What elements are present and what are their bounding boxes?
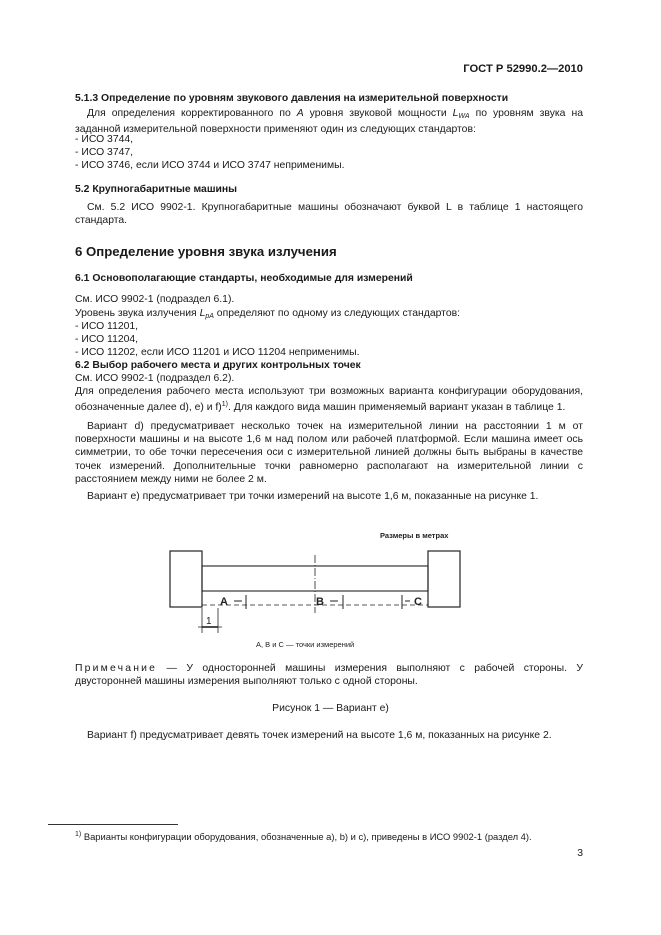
footnote: $^{1)}$ Варианты конфигурации оборудования, обозначенные a), b) и c), приведены в ИСО 9902-1 (раздел 4).: [75, 831, 532, 842]
figure-units-label: Размеры в метрах: [380, 531, 449, 540]
section-5-2-paragraph: См. 5.2 ИСО 9902-1. Крупногабаритные машины обозначают буквой L в таблице 1 настоящего стандарта.: [75, 202, 583, 227]
section-6-1-reference: См. ИСО 9902-1 (подраздел 6.1).: [75, 294, 235, 305]
list-item: - ИСО 3744,: [75, 134, 134, 145]
list-item: - ИСО 11204,: [75, 334, 139, 345]
dimension-label: 1: [206, 616, 212, 627]
section-6-2-reference: См. ИСО 9902-1 (подраздел 6.2).: [75, 373, 235, 384]
section-6-2-paragraph-3: Вариант e) предусматривает три точки измерений на высоте 1,6 м, показанные на рисунке 1.: [87, 491, 539, 502]
figure-caption: Рисунок 1 — Вариант e): [272, 703, 389, 714]
section-6-2-paragraph-1: Для определения рабочего места используют три возможных варианта конфигурации оборудования, обозначенные далее d), e) и f)$^{1)}$. Для каждого вида машин применяемый вариант указан в таблице 1.: [75, 386, 583, 414]
section-5-2-title: 5.2 Крупногабаритные машины: [75, 184, 238, 195]
point-c-label: C: [414, 596, 422, 608]
list-item: - ИСО 11202, если ИСО 11201 и ИСО 11204 неприменимы.: [75, 347, 360, 358]
figure-1: [160, 525, 480, 650]
section-6-title: 6 Определение уровня звука излучения: [75, 244, 337, 259]
list-item: - ИСО 3747,: [75, 147, 134, 158]
section-6-1-paragraph: Уровень звука излучения $L_{pA}$ определяют по одному из следующих стандартов:: [75, 308, 461, 320]
figure-legend: A, B и C — точки измерений: [256, 640, 355, 649]
machine-right-block: [428, 551, 460, 607]
section-6-1-title: 6.1 Основополагающие стандарты, необходимые для измерений: [75, 273, 413, 284]
section-5-1-3-paragraph: Для определения корректированного по A уровня звуковой мощности $L_{WA}$ по уровням звука на заданной измерительной поверхности применяют один из следующих стандартов:: [75, 108, 583, 136]
machine-left-block: [170, 551, 202, 607]
footnote-rule: [48, 824, 178, 825]
section-6-2-title: 6.2 Выбор рабочего места и других контрольных точек: [75, 360, 361, 371]
list-item: - ИСО 3746, если ИСО 3744 и ИСО 3747 неприменимы.: [75, 160, 345, 171]
section-6-2-paragraph-2: Вариант d) предусматривает несколько точек на измерительной линии на расстоянии 1 м от поверхности машины и на высоте 1,6 м над полом или рабочей платформой. Если машина имеет ось симметрии, то обе точки пересечения оси с измерительной линией должны быть выбраны в качестве точек измерений. Дополнительные точки равномерно располагают на измерительной линии с расстоянием между ними не более 2 м.: [75, 421, 583, 485]
list-item: - ИСО 11201,: [75, 321, 139, 332]
section-5-1-3-title: 5.1.3 Определение по уровням звукового давления на измерительной поверхности: [75, 93, 509, 104]
figure-note: Примечание — У односторонней машины измерения выполняют с рабочей стороны. У двусторонней машины измерения выполняют только с одной стороны.: [75, 663, 583, 688]
page-number: 3: [577, 848, 583, 859]
document-header: ГОСТ Р 52990.2—2010: [463, 63, 583, 75]
point-a-label: A: [220, 596, 228, 608]
figure-1-drawing: [160, 525, 480, 650]
point-b-label: B: [316, 596, 324, 608]
paragraph-variant-f: Вариант f) предусматривает девять точек измерений на высоте 1,6 м, показанных на рисунке 2.: [87, 730, 552, 741]
